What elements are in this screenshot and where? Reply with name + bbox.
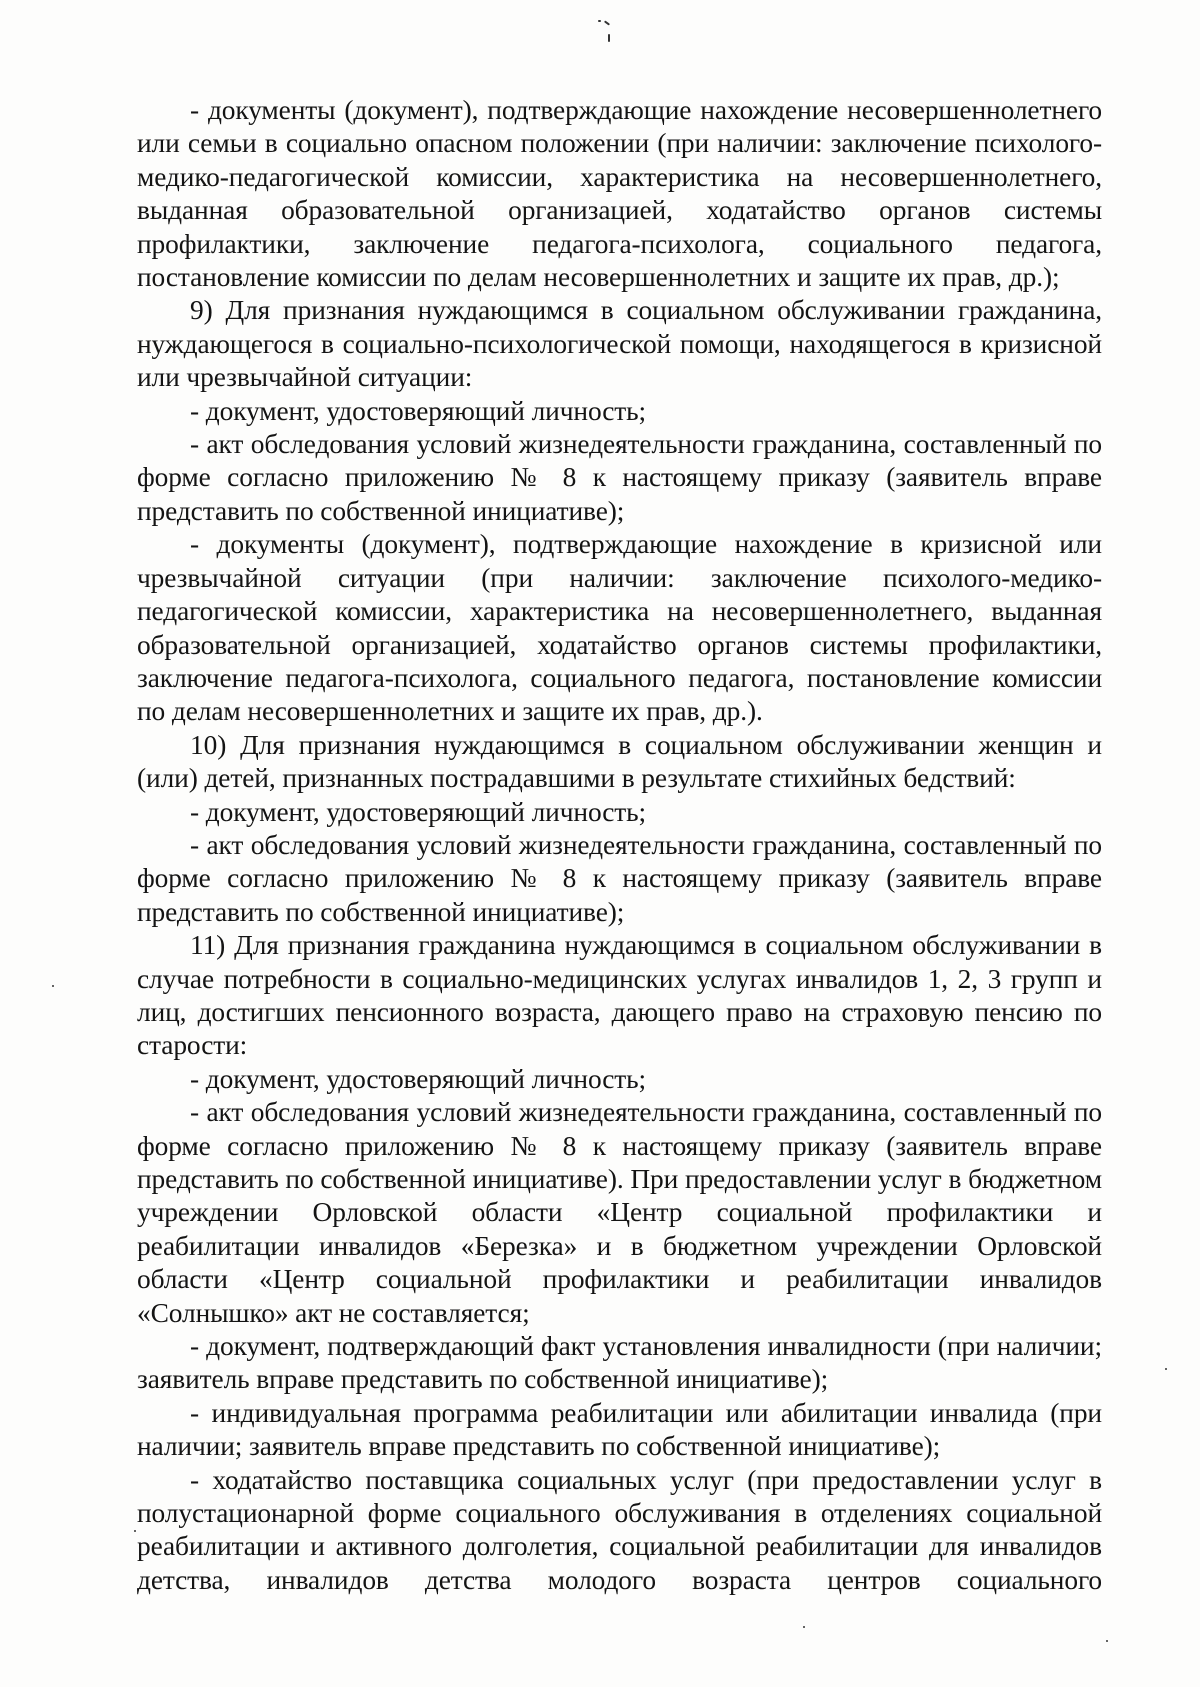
paragraph-identity-document: - документ, удостоверяющий личность; — [190, 395, 647, 426]
scan-speck — [608, 34, 610, 42]
scan-speck — [52, 985, 54, 987]
scan-speck — [803, 1626, 805, 1628]
paragraph-identity-document: - документ, удостоверяющий личность; — [190, 796, 647, 827]
scan-speck — [598, 20, 601, 22]
scan-speck — [134, 1530, 136, 1532]
scan-speck — [604, 20, 610, 25]
paragraph-identity-document: - документ, удостоверяющий личность; — [190, 1063, 647, 1094]
paragraph-inspection-act: - акт обследования условий жизнедеятельности гражданина, составленный по форме согласно приложению № 8 к настоящему приказу (заявитель вправе представить по собственной инициативе); — [137, 429, 1102, 526]
paragraph-item-11-heading: 11) Для признания гражданина нуждающимся в социальном обслуживании в случае потребности в социально-медицинских услугах инвалидов 1, 2, 3 групп и лиц, достигших пенсионного возраста, дающего право на страховую пенсию по старости: — [137, 930, 1102, 1061]
paragraph-inspection-act: - акт обследования условий жизнедеятельности гражданина, составленный по форме согласно приложению № 8 к настоящему приказу (заявитель вправе представить по собственной инициативе); — [137, 829, 1102, 927]
paragraph-documents-social-danger: - документы (документ), подтверждающие нахождение несовершеннолетнего или семьи в социально опасном положении (при наличии: заключение психолого-медико-педагогической комиссии, характеристика на несовершеннолетнего, выданная образовательной организацией, ходатайство органов системы профилактики, заключение педагога-психолога, социального педагога, постановление комиссии по делам несовершеннолетних и защите их прав, др.); — [137, 95, 1102, 293]
paragraph-provider-petition: - ходатайство поставщика социальных услуг (при предоставлении услуг в полустационарной форме социального обслуживания в отделениях социальной реабилитации и активного долголетия, социальной реабилитации для инвалидов детства, инвалидов детства молодого возраста центров социального — [137, 1464, 1102, 1595]
scan-speck — [1106, 1640, 1108, 1642]
paragraph-rehabilitation-program: - индивидуальная программа реабилитации или абилитации инвалида (при наличии; заявитель вправе представить по собственной инициативе); — [137, 1397, 1102, 1462]
paragraph-inspection-act-berezka: - акт обследования условий жизнедеятельности гражданина, составленный по форме согласно приложению № 8 к настоящему приказу (заявитель вправе представить по собственной инициативе). При предоставлении услуг в бюджетном учреждении Орловской области «Центр социальной профилактики и реабилитации инвалидов «Березка» и в бюджетном учреждении Орловской области «Центр социальной профилактики и реабилитации инвалидов «Солнышко» акт не составляется; — [137, 1097, 1102, 1328]
paragraph-disability-document: - документ, подтверждающий факт установления инвалидности (при наличии; заявитель вправе представить по собственной инициативе); — [137, 1331, 1102, 1395]
document-body — [137, 94, 1102, 1597]
paragraph-documents-crisis: - документы (документ), подтверждающие нахождение в кризисной или чрезвычайной ситуации (при наличии: заключение психолого-медико-педагогической комиссии, характеристика на несовершеннолетнего, выданная образовательной организацией, ходатайство органов системы профилактики, заключение педагога-психолога, социального педагога, постановление комиссии по делам несовершеннолетних и защите их прав, др.). — [137, 529, 1102, 727]
scan-speck — [1165, 1368, 1167, 1370]
paragraph-item-9-heading: 9) Для признания нуждающимся в социальном обслуживании гражданина, нуждающегося в социально-психологической помощи, находящегося в кризисной или чрезвычайной ситуации: — [137, 295, 1102, 393]
paragraph-item-10-heading: 10) Для признания нуждающимся в социальном обслуживании женщин и (или) детей, признанных пострадавшими в результате стихийных бедствий: — [137, 729, 1102, 794]
